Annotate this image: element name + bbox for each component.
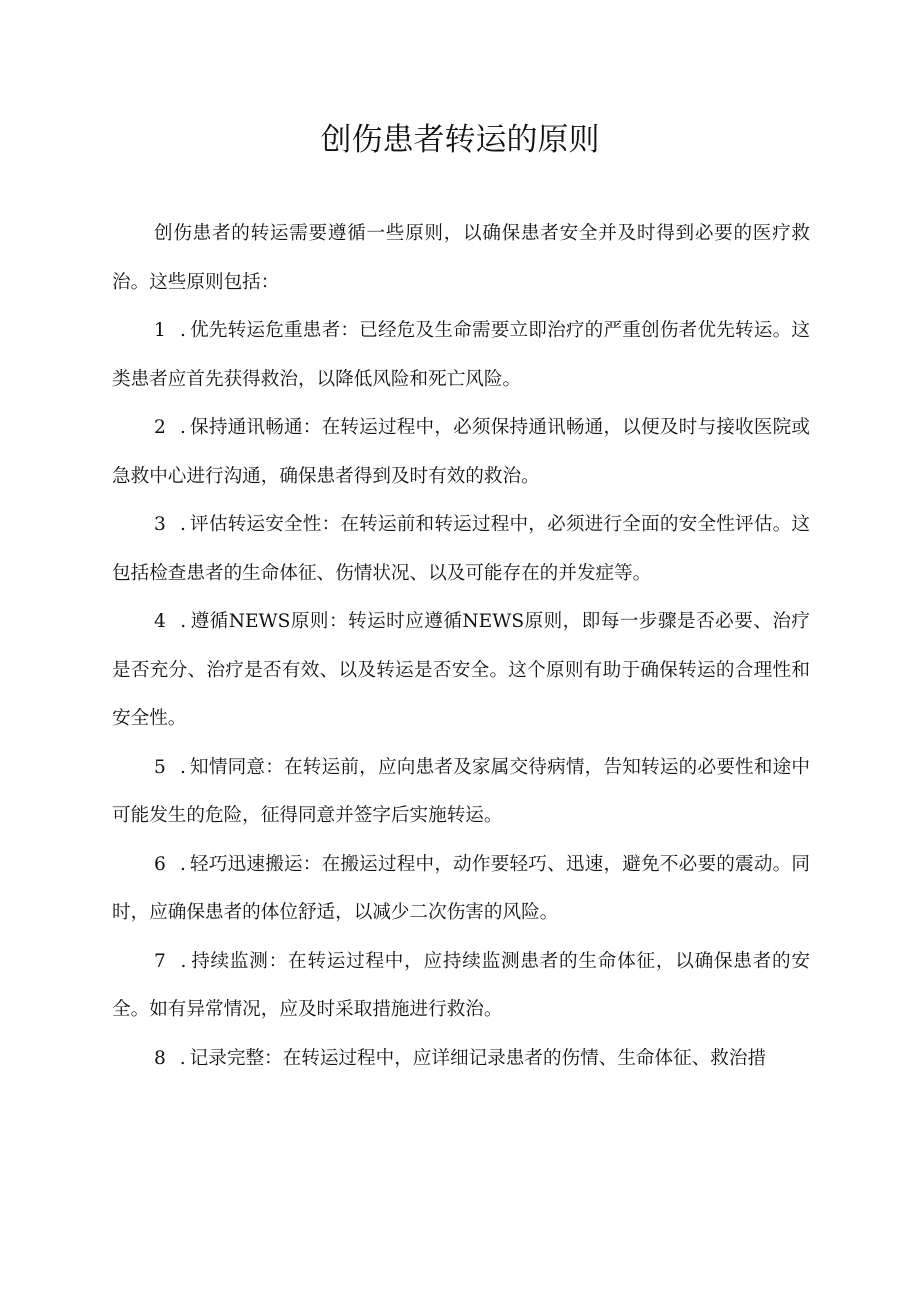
item-number: 5 . xyxy=(154,756,190,778)
item-text: 知情同意：在转运前，应向患者及家属交待病情，告知转运的必要性和途中可能发生的危险，征得同意并签字后实施转运。 xyxy=(112,756,810,826)
item-number: 2 . xyxy=(154,417,190,438)
list-item xyxy=(112,501,810,598)
list-item xyxy=(112,744,810,841)
item-number: 8 . xyxy=(154,1047,190,1069)
list-item xyxy=(112,404,810,501)
item-text: 轻巧迅速搬运：在搬运过程中，动作要轻巧、迅速，避免不必要的震动。同时，应确保患者的体位舒适，以减少二次伤害的风险。 xyxy=(112,853,810,923)
item-number: 1 . xyxy=(154,320,190,341)
item-text: 记录完整：在转运过程中，应详细记录患者的伤情、生命体征、救治措 xyxy=(189,1047,767,1069)
list-item xyxy=(112,841,810,938)
list-item xyxy=(112,307,810,404)
item-number: 6 . xyxy=(154,853,190,875)
list-item xyxy=(112,938,810,1035)
item-text: 遵循NEWS原则：转运时应遵循NEWS原则，即每一步骤是否必要、治疗是否充分、治疗是否有效、以及转运是否安全。这个原则有助于确保转运的合理性和安全性。 xyxy=(112,611,810,729)
item-text: 优先转运危重患者：已经危及生命需要立即治疗的严重创伤者优先转运。这类患者应首先获得救治，以降低风险和死亡风险。 xyxy=(112,320,810,390)
item-text: 评估转运安全性：在转运前和转运过程中，必须进行全面的安全性评估。这包括检查患者的生命体征、伤情状况、以及可能存在的并发症等。 xyxy=(112,514,810,584)
item-text: 保持通讯畅通：在转运过程中，必须保持通讯畅通，以便及时与接收医院或急救中心进行沟通，确保患者得到及时有效的救治。 xyxy=(112,417,810,487)
item-number: 3 . xyxy=(154,514,190,535)
item-number: 7 . xyxy=(154,950,191,972)
list-item xyxy=(112,598,810,744)
item-text: 持续监测：在转运过程中，应持续监测患者的生命体征，以确保患者的安全。如有异常情况，应及时采取措施进行救治。 xyxy=(112,950,810,1020)
page-title: 创伤患者转运的原则 xyxy=(320,122,600,158)
document-body xyxy=(112,210,810,1083)
item-number: 4 . xyxy=(154,611,191,632)
list-item xyxy=(112,1035,810,1084)
intro-paragraph: 创伤患者的转运需要遵循一些原则，以确保患者安全并及时得到必要的医疗救治。这些原则包括： xyxy=(112,223,810,293)
